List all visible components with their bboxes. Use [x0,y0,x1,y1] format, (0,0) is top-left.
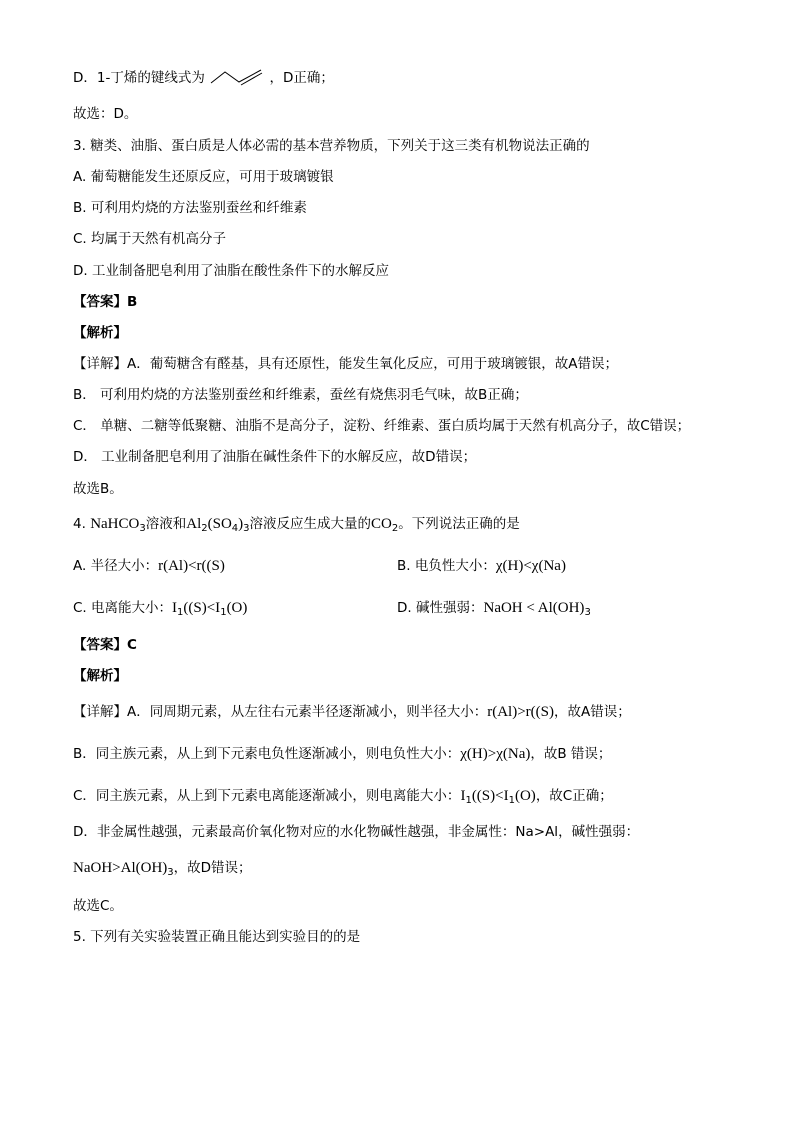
q3-detail-b: B． 可利用灼烧的方法鉴别蚕丝和纤维素，蚕丝有烧焦羽毛气味，故B正确； [73,387,528,403]
question-4: 4. NaHCO$_3$溶液和$Al_2(SO_4)_3$溶液反应生成大量的$CO_2$。下列说法正确的是 [73,516,520,534]
q3-detail-a: 【详解】A．葡萄糖含有醛基，具有还原性，能发生氧化反应，可用于玻璃镀银，故A错误； [73,356,618,372]
q4-option-b: B. 电负性大小：χ(H)<χ(Na) [397,558,566,574]
q4-conclusion: 故选C。 [73,898,123,914]
q4-analysis-heading: 【解析】 [73,668,127,684]
q3-answer: 【答案】B [73,294,138,310]
q4-option-a: A. 半径大小：r(Al)<r((S) [73,558,225,574]
q4-detail-d-cont: $NaOH>Al(OH)_3$，故D错误； [73,860,252,878]
option-d-line [73,66,334,87]
q3-option-b: B. 可利用灼烧的方法鉴别蚕丝和纤维素 [73,200,307,216]
q4-detail-a: 【详解】A．同周期元素，从左往右元素半径逐渐减小，则半径大小：r(Al)>r((S)，故A错误； [73,704,631,720]
option-d-end: ，D正确； [269,70,334,86]
butene-skeletal-formula-icon [209,66,265,86]
q4-detail-c: C．同主族元素，从上到下元素电离能逐渐减小，则电离能大小：$I_1((S)<I_1(O)$，故C正确； [73,788,613,806]
q4-option-c: C. 电离能大小：$I_1((S)<I_1(O)$ [73,600,248,618]
q4-answer: 【答案】C [73,637,137,653]
q3-analysis-heading: 【解析】 [73,325,127,341]
question-5: 5. 下列有关实验装置正确且能达到实验目的的是 [73,929,361,945]
q3-option-c: C. 均属于天然有机高分子 [73,231,227,247]
option-d-text: D．1-丁烯的键线式为 [73,70,205,86]
q3-detail-d: D． 工业制备肥皂利用了油脂在碱性条件下的水解反应，故D错误； [73,449,477,465]
question-3: 3. 糖类、油脂、蛋白质是人体必需的基本营养物质，下列关于这三类有机物说法正确的 [73,138,590,154]
q3-option-d: D. 工业制备肥皂利用了油脂在酸性条件下的水解反应 [73,263,389,279]
q4-option-d: D. 碱性强弱：NaOH < $Al(OH)_3$ [397,600,591,618]
q4-detail-d: D．非金属性越强，元素最高价氧化物对应的水化物碱性越强，非金属性：Na>Al，碱性强弱： [73,824,640,840]
q4-detail-b: B．同主族元素，从上到下元素电负性逐渐减小，则电负性大小：χ(H)>χ(Na)，故B 错误； [73,746,612,762]
q3-conclusion: 故选B。 [73,481,123,497]
answer-choice-d: 故选：D。 [73,106,138,122]
q3-detail-c: C． 单糖、二糖等低聚糖、油脂不是高分子，淀粉、纤维素、蛋白质均属于天然有机高分子，故C错误； [73,418,691,434]
q3-option-a: A. 葡萄糖能发生还原反应，可用于玻璃镀银 [73,169,334,185]
